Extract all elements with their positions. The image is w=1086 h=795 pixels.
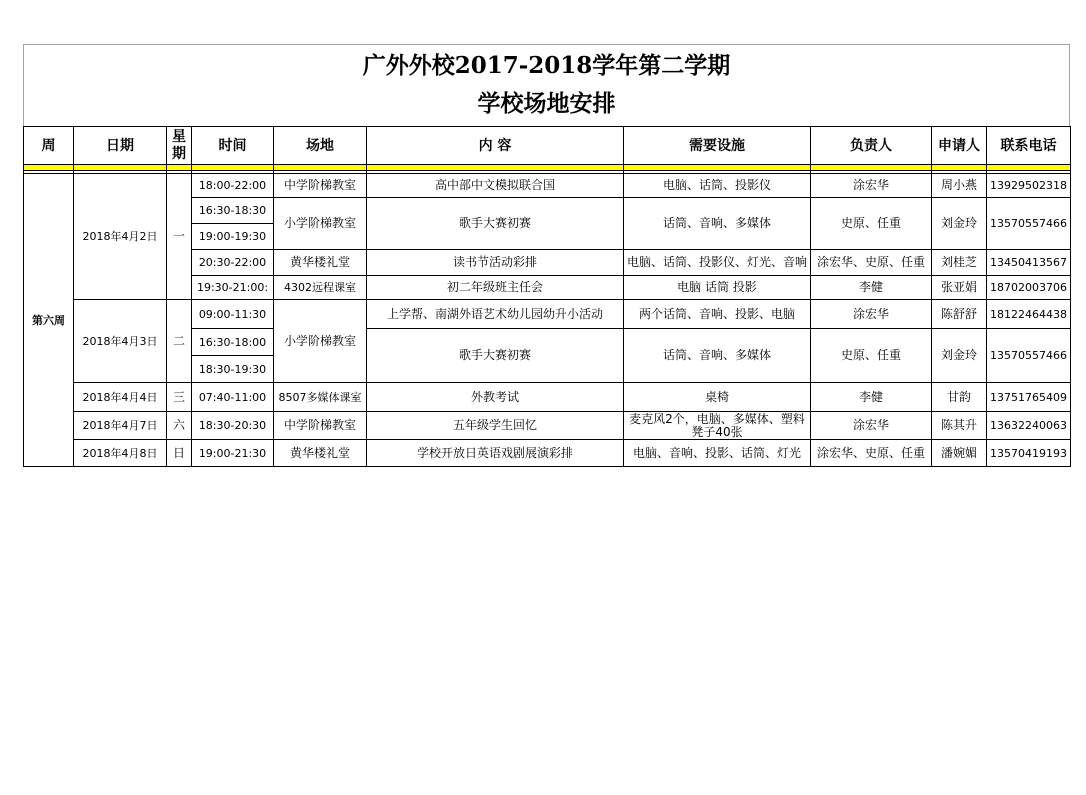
week-cell: 第六周 xyxy=(24,174,74,467)
phone-cell: 13450413567 xyxy=(987,250,1071,276)
phone-cell: 13570557466 xyxy=(987,329,1071,383)
applicant-cell: 陈舒舒 xyxy=(932,300,987,329)
person-cell: 李健 xyxy=(811,276,932,300)
time-cell: 18:00-22:00 xyxy=(192,174,274,198)
date-cell: 2018年4月7日 xyxy=(74,412,167,440)
phone-cell: 13570557466 xyxy=(987,198,1071,250)
weekday-cell: 一 xyxy=(167,174,192,300)
person-cell: 涂宏华 xyxy=(811,300,932,329)
equipment-cell: 电脑、音响、投影、话筒、灯光 xyxy=(624,440,811,467)
applicant-cell: 张亚娟 xyxy=(932,276,987,300)
content-cell: 初二年级班主任会 xyxy=(367,276,624,300)
person-cell: 涂宏华、史原、任重 xyxy=(811,440,932,467)
content-cell: 读书节活动彩排 xyxy=(367,250,624,276)
time-cell: 07:40-11:00 xyxy=(192,383,274,412)
equipment-cell: 电脑、话筒、投影仪 xyxy=(624,174,811,198)
time-cell: 18:30-20:30 xyxy=(192,412,274,440)
date-cell: 2018年4月8日 xyxy=(74,440,167,467)
weekday-cell: 二 xyxy=(167,300,192,383)
content-cell: 学校开放日英语戏剧展演彩排 xyxy=(367,440,624,467)
equipment-cell: 两个话筒、音响、投影、电脑 xyxy=(624,300,811,329)
phone-cell: 13570419193 xyxy=(987,440,1071,467)
table-row xyxy=(24,174,1071,198)
applicant-cell: 周小燕 xyxy=(932,174,987,198)
header-phone: 联系电话 xyxy=(987,127,1071,165)
applicant-cell: 潘婉媚 xyxy=(932,440,987,467)
person-cell: 涂宏华 xyxy=(811,174,932,198)
phone-cell: 13632240063 xyxy=(987,412,1071,440)
header-weekday: 星期 xyxy=(167,127,192,165)
date-cell: 2018年4月2日 xyxy=(74,174,167,300)
title-block xyxy=(23,44,1070,126)
applicant-cell: 刘金玲 xyxy=(932,329,987,383)
header-week: 周 xyxy=(24,127,74,165)
document-title: 广外外校2017-2018学年第二学期 xyxy=(362,52,731,79)
applicant-cell: 陈其升 xyxy=(932,412,987,440)
header-time: 时间 xyxy=(192,127,274,165)
header-venue: 场地 xyxy=(274,127,367,165)
table-row xyxy=(24,383,1071,412)
header-date: 日期 xyxy=(74,127,167,165)
time-cell: 16:30-18:30 xyxy=(192,198,274,224)
content-cell: 五年级学生回忆 xyxy=(367,412,624,440)
person-cell: 涂宏华 xyxy=(811,412,932,440)
header-content: 内 容 xyxy=(367,127,624,165)
venue-cell: 小学阶梯教室 xyxy=(274,198,367,250)
schedule-sheet xyxy=(23,44,1070,467)
document-subtitle: 学校场地安排 xyxy=(477,90,616,117)
applicant-cell: 刘金玲 xyxy=(932,198,987,250)
weekday-cell: 三 xyxy=(167,383,192,412)
person-cell: 涂宏华、史原、任重 xyxy=(811,250,932,276)
weekday-cell: 六 xyxy=(167,412,192,440)
content-cell: 歌手大赛初赛 xyxy=(367,198,624,250)
phone-cell: 13751765409 xyxy=(987,383,1071,412)
venue-cell: 中学阶梯教室 xyxy=(274,174,367,198)
venue-cell: 黄华楼礼堂 xyxy=(274,440,367,467)
time-cell: 09:00-11:30 xyxy=(192,300,274,329)
equipment-cell: 麦克风2个，电脑、多媒体、塑料凳子40张 xyxy=(624,412,811,440)
venue-cell: 黄华楼礼堂 xyxy=(274,250,367,276)
applicant-cell: 刘桂芝 xyxy=(932,250,987,276)
venue-cell: 中学阶梯教室 xyxy=(274,412,367,440)
table-row xyxy=(24,300,1071,329)
equipment-cell: 话筒、音响、多媒体 xyxy=(624,198,811,250)
content-cell: 上学帮、南湖外语艺术幼儿园幼升小活动 xyxy=(367,300,624,329)
table-row xyxy=(24,412,1071,440)
time-cell: 16:30-18:00 xyxy=(192,329,274,356)
header-row xyxy=(24,127,1071,165)
header-equipment: 需要设施 xyxy=(624,127,811,165)
phone-cell: 13929502318 xyxy=(987,174,1071,198)
phone-cell: 18702003706 xyxy=(987,276,1071,300)
date-cell: 2018年4月4日 xyxy=(74,383,167,412)
equipment-cell: 桌椅 xyxy=(624,383,811,412)
venue-cell: 4302远程课室 xyxy=(274,276,367,300)
equipment-cell: 电脑 话筒 投影 xyxy=(624,276,811,300)
time-cell: 18:30-19:30 xyxy=(192,356,274,383)
venue-cell: 小学阶梯教室 xyxy=(274,300,367,383)
weekday-cell: 日 xyxy=(167,440,192,467)
applicant-cell: 甘韵 xyxy=(932,383,987,412)
venue-cell: 8507多媒体课室 xyxy=(274,383,367,412)
person-cell: 李健 xyxy=(811,383,932,412)
time-cell: 19:30-21:00: xyxy=(192,276,274,300)
table-row xyxy=(24,440,1071,467)
schedule-table xyxy=(23,126,1071,467)
header-person-in-charge: 负责人 xyxy=(811,127,932,165)
time-cell: 19:00-19:30 xyxy=(192,224,274,250)
person-cell: 史原、任重 xyxy=(811,198,932,250)
time-cell: 19:00-21:30 xyxy=(192,440,274,467)
equipment-cell: 话筒、音响、多媒体 xyxy=(624,329,811,383)
phone-cell: 18122464438 xyxy=(987,300,1071,329)
time-cell: 20:30-22:00 xyxy=(192,250,274,276)
header-applicant: 申请人 xyxy=(932,127,987,165)
person-cell: 史原、任重 xyxy=(811,329,932,383)
equipment-cell: 电脑、话筒、投影仪、灯光、音响 xyxy=(624,250,811,276)
content-cell: 外教考试 xyxy=(367,383,624,412)
date-cell: 2018年4月3日 xyxy=(74,300,167,383)
content-cell: 歌手大赛初赛 xyxy=(367,329,624,383)
content-cell: 高中部中文模拟联合国 xyxy=(367,174,624,198)
